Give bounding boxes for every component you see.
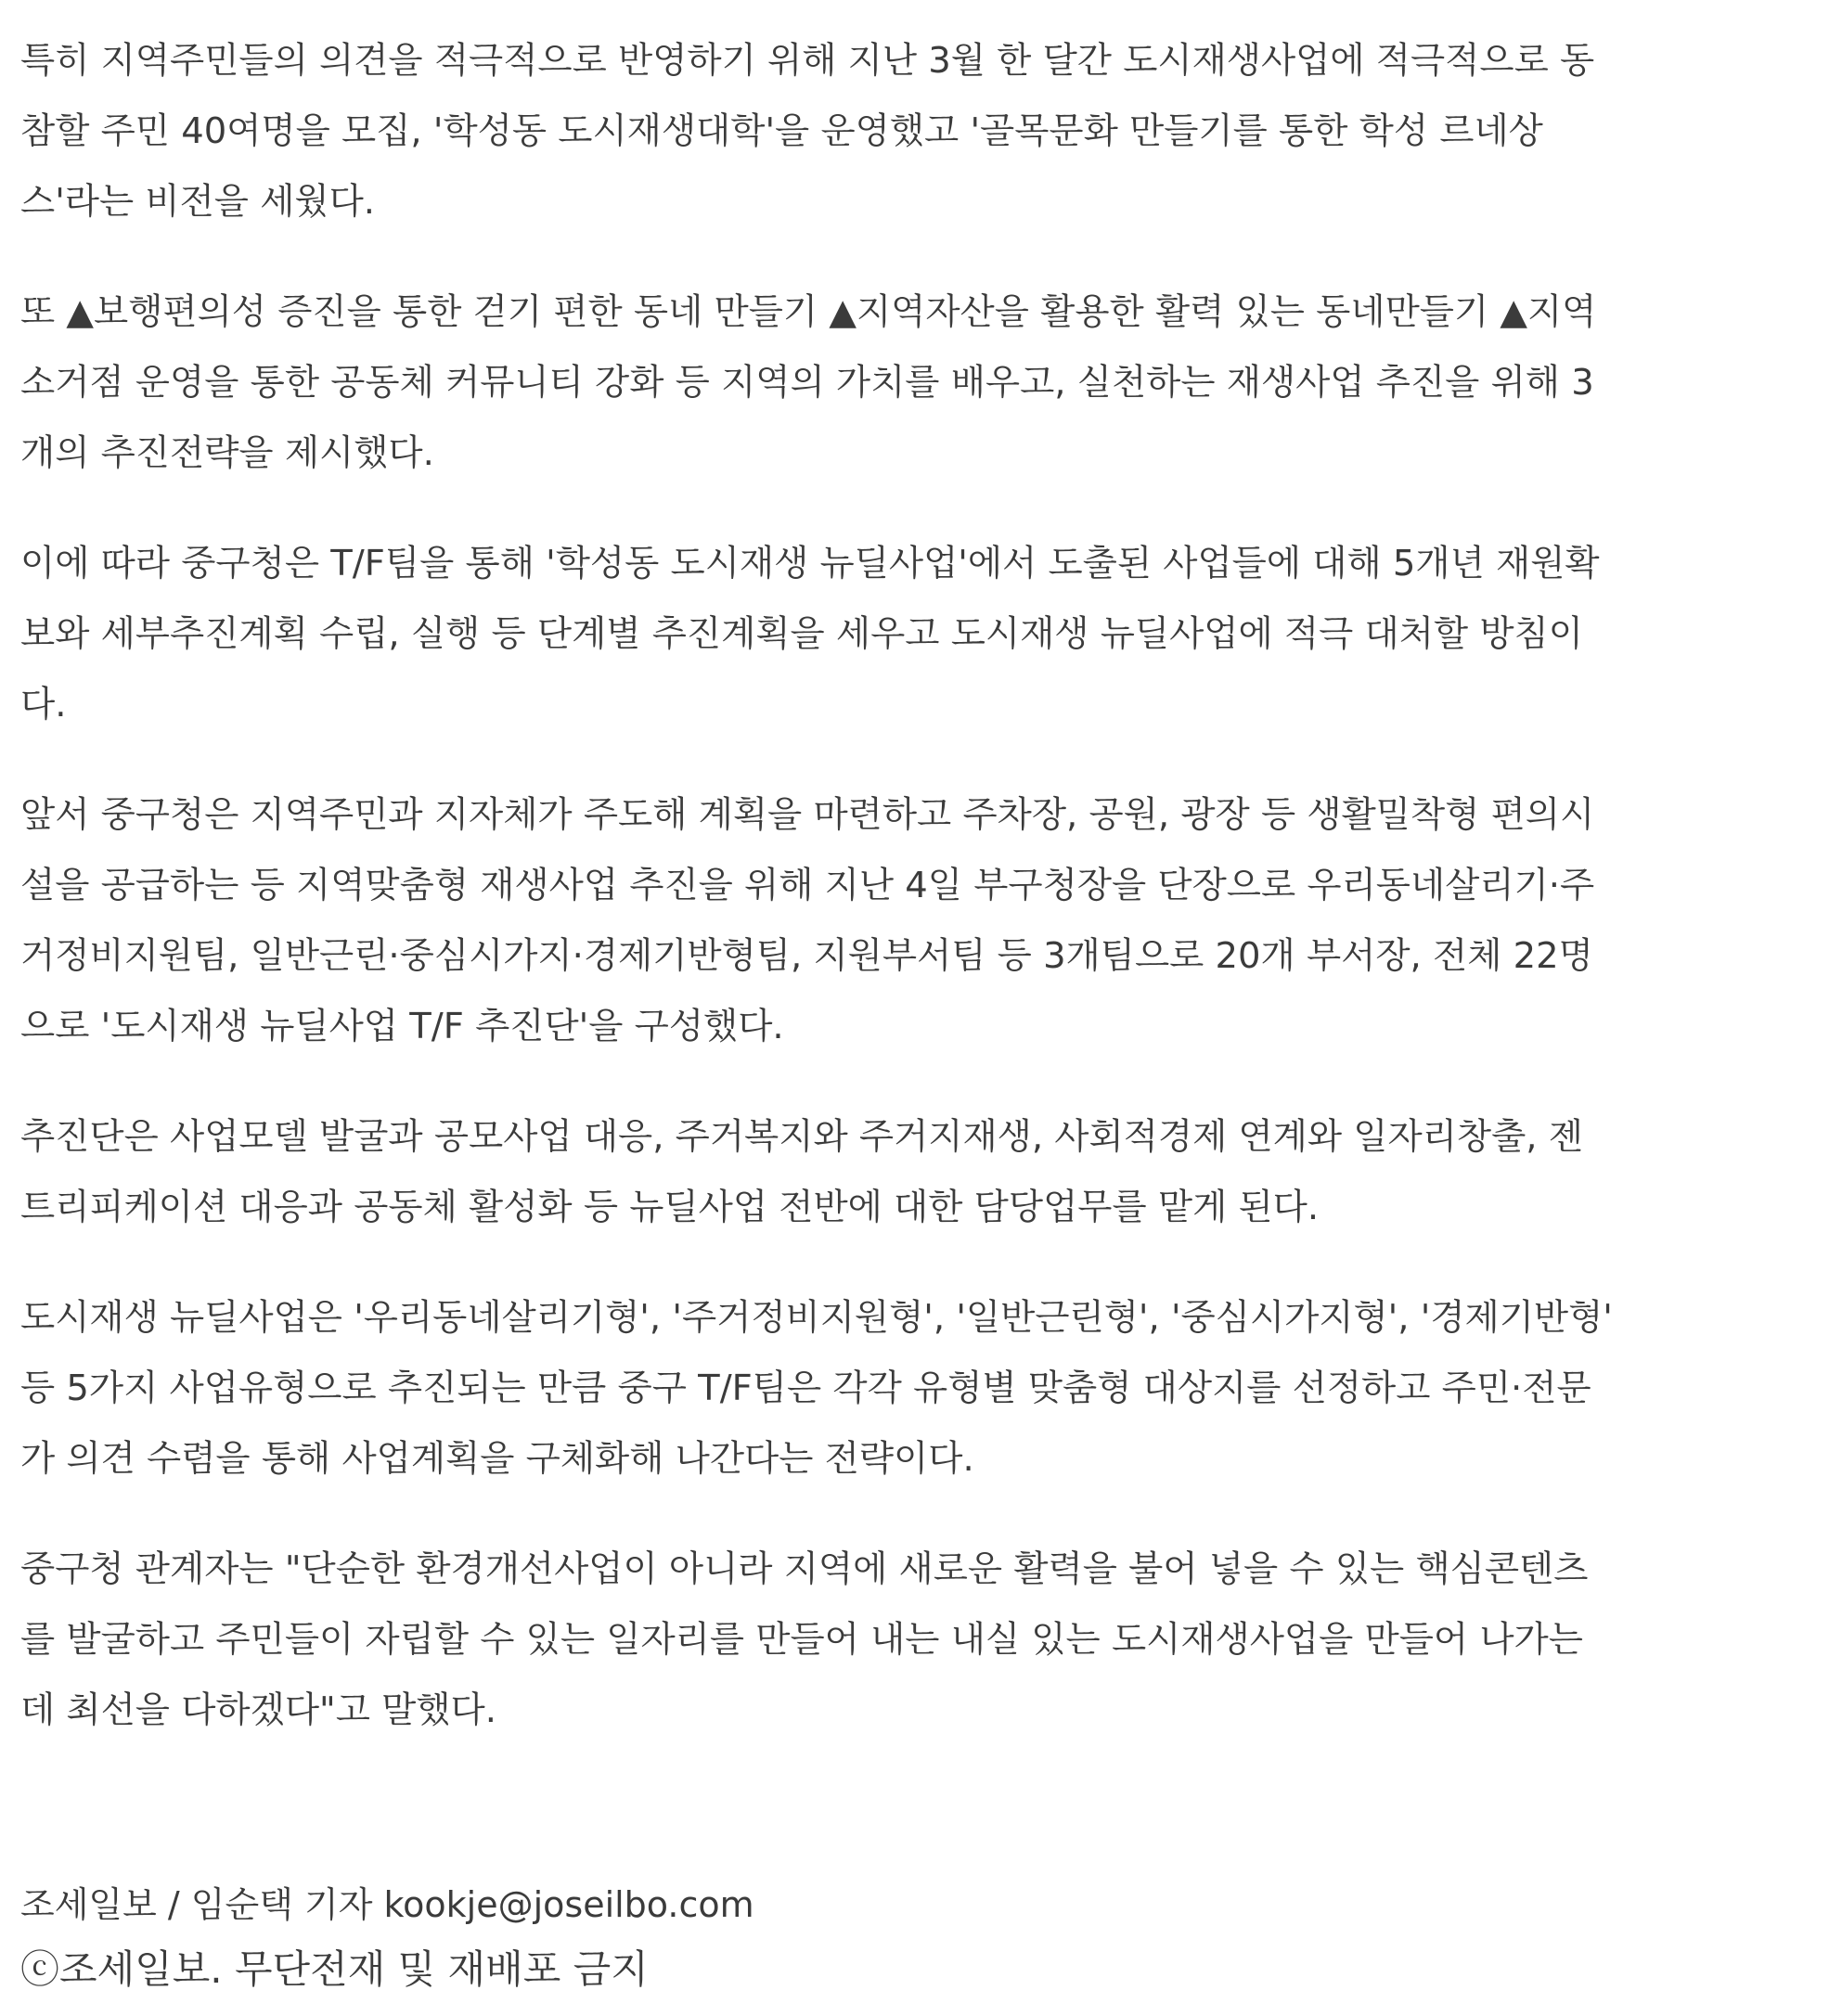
article-paragraph: 앞서 중구청은 지역주민과 지자체가 주도해 계획을 마련하고 주차장, 공원, 광장 등 생활밀착형 편의시 설을 공급하는 등 지역맞춤형 재생사업 추진을 위해 지난 4일 부구청장을 단장으로 우리동네살리기·주 거정비지원팀, 일반근린·중심시가지·경제기반형팀, 지원부서팀 등 3개팀으로 20개 부서장, 전체 22명 으로 '도시재생 뉴딜사업 T/F 추진단'을 구성했다. — [20, 794, 1595, 1047]
article-footer — [20, 1872, 1784, 2002]
article-paragraph: 특히 지역주민들의 의견을 적극적으로 반영하기 위해 지난 3월 한 달간 도시재생사업에 적극적으로 동 참할 주민 40여명을 모집, '학성동 도시재생대학'을 운영했고 '골목문화 만들기를 통한 학성 르네상 스'라는 비전을 세웠다. — [20, 40, 1595, 223]
article-paragraph: 도시재생 뉴딜사업은 '우리동네살리기형', '주거정비지원형', '일반근린형', '중심시가지형', '경제기반형' 등 5가지 사업유형으로 추진되는 만큼 중구 T/F팀은 각각 유형별 맞춤형 대상지를 선정하고 주민·전문 가 의견 수렴을 통해 사업계획을 구체화해 나간다는 전략이다. — [20, 1297, 1613, 1480]
article-paragraph: 이에 따라 중구청은 T/F팀을 통해 '학성동 도시재생 뉴딜사업'에서 도출된 사업들에 대해 5개년 재원확 보와 세부추진계획 수립, 실행 등 단계별 추진계획을 세우고 도시재생 뉴딜사업에 적극 대처할 방침이 다. — [20, 543, 1600, 726]
article-paragraph: 또 ▲보행편의성 증진을 통한 걷기 편한 동네 만들기 ▲지역자산을 활용한 활력 있는 동네만들기 ▲지역 소거점 운영을 통한 공동체 커뮤니티 강화 등 지역의 가치를 배우고, 실천하는 재생사업 추진을 위해 3 개의 추진전략을 제시했다. — [20, 291, 1597, 474]
article-body — [20, 26, 1830, 1786]
copyright-notice: ⓒ조세일보. 무단전재 및 재배포 금지 — [20, 1946, 649, 1992]
article-paragraph: 중구청 관계자는 "단순한 환경개선사업이 아니라 지역에 새로운 활력을 불어 넣을 수 있는 핵심콘텐츠 를 발굴하고 주민들이 자립할 수 있는 일자리를 만들어 내는 내실 있는 도시재생사업을 만들어 나가는 데 최선을 다하겠다"고 말했다. — [20, 1548, 1589, 1731]
byline: 조세일보 / 임순택 기자 kookje@joseilbo.com — [20, 1884, 754, 1925]
article-paragraph: 추진단은 사업모델 발굴과 공모사업 대응, 주거복지와 주거지재생, 사회적경제 연계와 일자리창출, 젠 트리피케이션 대응과 공동체 활성화 등 뉴딜사업 전반에 대한 담당업무를 맡게 된다. — [20, 1116, 1583, 1228]
